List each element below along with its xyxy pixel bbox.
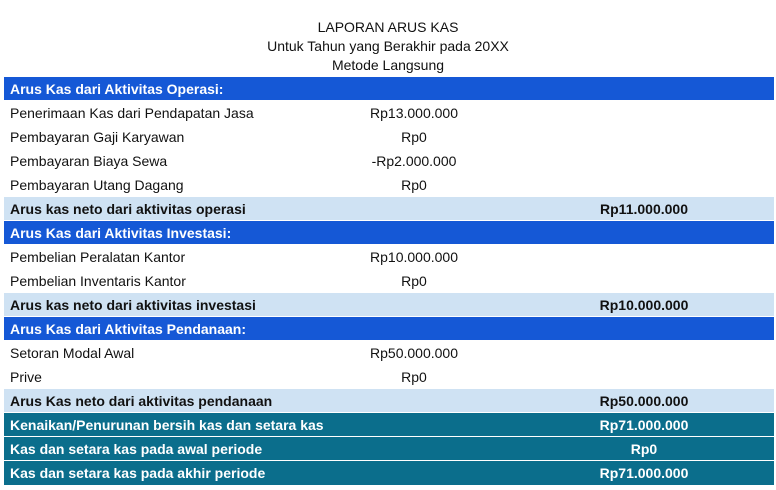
row-amount: Rp13.000.000	[370, 105, 458, 121]
row-amount: Rp0	[401, 129, 427, 145]
table-row	[4, 125, 774, 149]
section-header-label: Arus Kas dari Aktivitas Pendanaan:	[10, 321, 247, 337]
subtotal-label: Arus kas neto dari aktivitas investasi	[10, 297, 256, 313]
total-row-beginning	[4, 437, 774, 461]
section-header-label: Arus Kas dari Aktivitas Operasi:	[10, 81, 224, 97]
section-header-operasi	[4, 77, 774, 101]
section-header-pendanaan	[4, 317, 774, 341]
report-subtitle: Untuk Tahun yang Berakhir pada 20XX	[267, 38, 509, 54]
subtotal-label: Arus kas neto dari aktivitas operasi	[10, 201, 246, 217]
subtotal-amount: Rp10.000.000	[599, 297, 689, 313]
section-header-label: Arus Kas dari Aktivitas Investasi:	[10, 225, 232, 241]
row-amount: Rp50.000.000	[370, 345, 458, 361]
total-row-net-change	[4, 413, 774, 437]
total-amount: Rp0	[630, 441, 658, 457]
row-label: Prive	[10, 369, 42, 385]
cash-flow-table	[4, 77, 774, 485]
section-header-investasi	[4, 221, 774, 245]
row-amount: Rp0	[401, 369, 427, 385]
table-row	[4, 101, 774, 125]
table-row	[4, 149, 774, 173]
row-label: Pembayaran Utang Dagang	[10, 177, 184, 193]
table-row	[4, 245, 774, 269]
row-label: Pembelian Inventaris Kantor	[10, 273, 186, 289]
subtotal-amount: Rp50.000.000	[599, 393, 689, 409]
total-amount: Rp71.000.000	[599, 417, 689, 433]
subtotal-label: Arus Kas neto dari aktivitas pendanaan	[10, 393, 273, 409]
subtotal-row-pendanaan	[4, 389, 774, 413]
subtotal-row-investasi	[4, 293, 774, 317]
table-row	[4, 365, 774, 389]
row-amount: Rp0	[401, 273, 427, 289]
report-method: Metode Langsung	[331, 57, 445, 73]
row-label: Setoran Modal Awal	[10, 345, 135, 361]
row-amount: Rp0	[401, 177, 427, 193]
subtotal-row-operasi	[4, 197, 774, 221]
row-label: Pembelian Peralatan Kantor	[10, 249, 186, 265]
total-amount: Rp71.000.000	[599, 465, 689, 481]
row-label: Pembayaran Gaji Karyawan	[10, 129, 185, 145]
row-label: Penerimaan Kas dari Pendapatan Jasa	[10, 105, 254, 121]
subtotal-amount: Rp11.000.000	[600, 201, 688, 217]
total-label: Kas dan setara kas pada awal periode	[10, 441, 263, 457]
table-row	[4, 341, 774, 365]
table-row	[4, 269, 774, 293]
row-amount: Rp10.000.000	[370, 249, 458, 265]
row-label: Pembayaran Biaya Sewa	[10, 153, 168, 169]
total-label: Kas dan setara kas pada akhir periode	[10, 465, 266, 481]
report-title: LAPORAN ARUS KAS	[317, 19, 459, 35]
total-label: Kenaikan/Penurunan bersih kas dan setara kas	[10, 417, 324, 433]
row-amount: -Rp2.000.000	[371, 153, 457, 169]
total-row-ending	[4, 461, 774, 485]
report-header	[0, 18, 776, 75]
table-row	[4, 173, 774, 197]
